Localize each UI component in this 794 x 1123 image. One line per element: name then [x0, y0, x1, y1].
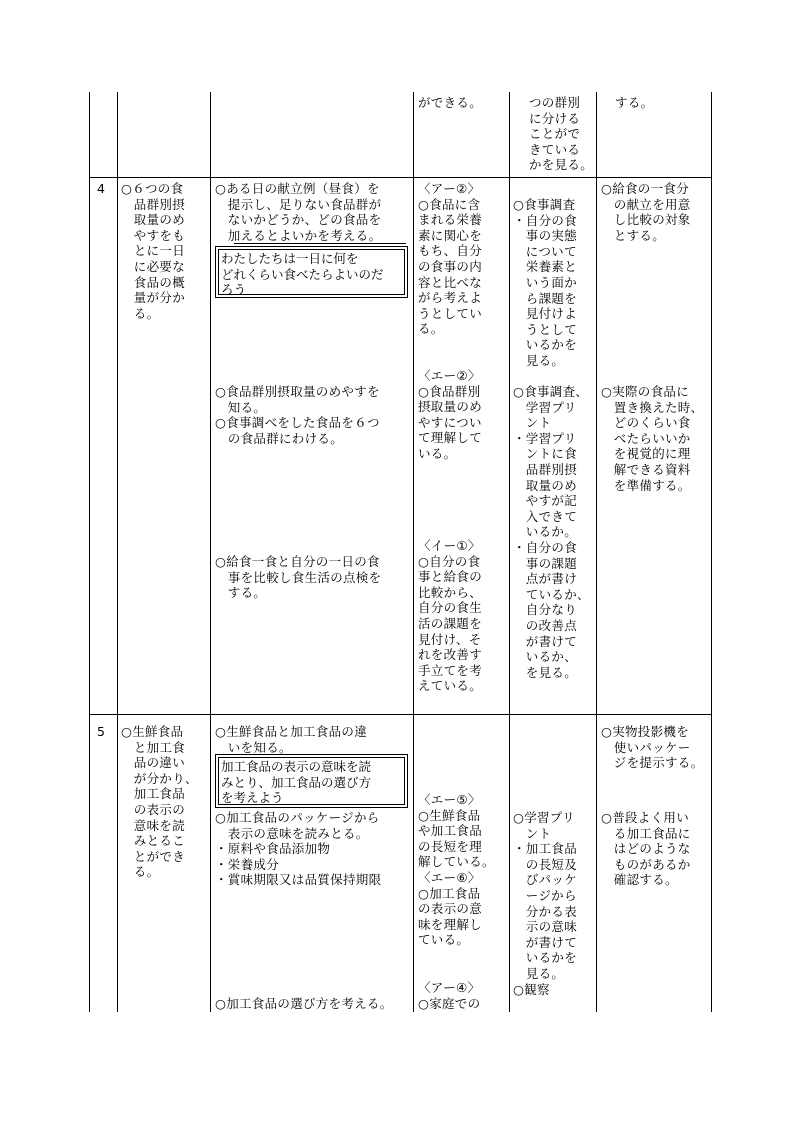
row5-goal: ○生鮮食品 と加工食 品の違い が分かり、 加工食品 の表示の 意味を読 みとるこ とができ る。: [121, 724, 198, 880]
row5-question-box: [215, 754, 408, 808]
col-divider-5: [596, 92, 597, 1012]
col-divider-2: [210, 92, 211, 1012]
row4-question-box: [215, 246, 408, 298]
table-border-right: [711, 92, 712, 1012]
row4-note-1: ○給食の一食分 の献立を用意 し比較の対象 とする。: [601, 181, 691, 243]
row5-note-1: ○実物投影機を 使いパッケー ジを提示する。: [601, 724, 704, 771]
row5-activity-1: ○生鮮食品と加工食品の違 いを知る。: [215, 724, 368, 755]
row4-activity-1-underline: [234, 243, 406, 244]
row4-goal: ○６つの食 品群別摂 取量のめ やすをも とに一日 に必要な 食品の概 量が分か る。: [121, 181, 186, 321]
row-divider-4: [89, 177, 712, 178]
row4-note-2: ○実際の食品に 置き換えた時、 どのくらい食 べたらいいか を視覚的に理 解できる資料 を準備する。: [601, 384, 704, 493]
row4-activity-3: ○給食一食と自分の一日の食 事を比較し食生活の点検を する。: [215, 554, 382, 601]
row-divider-5: [89, 714, 712, 715]
row5-eval-2: 〈アー④〉 ○家庭での: [418, 980, 481, 1011]
row5-note-2: ○普段よく用い る加工食品に はどのような ものがあるか 確認する。: [601, 810, 691, 888]
row4-eval-3: 〈イー①〉 ○自分の食 事と給食の 比較から、 自分の食生 活の課題を 見付け、そ れを改善す 手立てを考 えている。: [418, 538, 483, 694]
row4-method-2: ○食事調査、 学習プリ ント ・学習プリ ントに食 品群別摂 取量のめ やすが記 入できて いるか。 ・自分の食 事の課題 点が書け ているか、 自分なり の改善点 が書けて いるか、 を見る。: [513, 384, 590, 680]
col-divider-1: [117, 92, 118, 1012]
row5-method-1: ○学習プリ ント ・加工食品 の長短及 びパッケ ージから 分かる表 示の意味 が書けて いるかを 見る。 ○観察: [513, 810, 578, 997]
row4-eval-1: 〈アー②〉 ○食品に含 まれる栄養 素に関心を もち、自分 の食事の内 容と比べな がら考えよ うとしてい る。: [418, 181, 483, 337]
cont-eval-text: ができる。: [418, 95, 483, 110]
row5-activity-3: ○加工食品の選び方を考える。: [215, 996, 393, 1011]
row5-number: 5: [97, 724, 106, 739]
col-divider-3: [413, 92, 414, 1012]
col-divider-4: [509, 92, 510, 1012]
row4-method-1: ○食事調査 ・自分の食 事の実態 について 栄養素と いう面か ら課題を 見付けよ うとして いるかを 見る。: [513, 197, 578, 368]
row4-question-text: わたしたちは一日に何を どれくらい食べたらよいのだ ろう: [221, 251, 384, 298]
cont-note-text: する。: [615, 95, 654, 110]
row5-activity-2: ○加工食品のパッケージから 表示の意味を読みとる。 ・原料や食品添加物 ・栄養成分 ・賞味期限又は品質保持期限: [215, 810, 382, 888]
row4-activity-2: ○食品群別摂取量のめやすを 知る。 ○食事調べをした食品を６つ の食品群にわける。: [215, 384, 380, 446]
cont-method-text: つの群別 に分ける ことがで きている かを見る。: [529, 95, 594, 173]
row4-number: 4: [97, 181, 106, 196]
row4-eval-2: 〈エー②〉 ○食品群別 摂取量のめ やすについ て理解して いる。: [418, 368, 483, 461]
table-border-left: [89, 92, 90, 1012]
row5-question-text: 加工食品の表示の意味を読 みとり、加工食品の選び方 を考えよう: [221, 759, 372, 806]
row5-eval-1: 〈エー⑤〉 ○生鮮食品 や加工食品 の長短を理 解している。 〈エー⑥〉 ○加工食品 の表示の意 味を理解し ている。: [418, 792, 495, 948]
row4-activity-1: ○ある日の献立例（昼食）を 提示し、足りない食品群が ないかどうか、どの食品を 加えるとよいかを考える。: [215, 181, 382, 243]
